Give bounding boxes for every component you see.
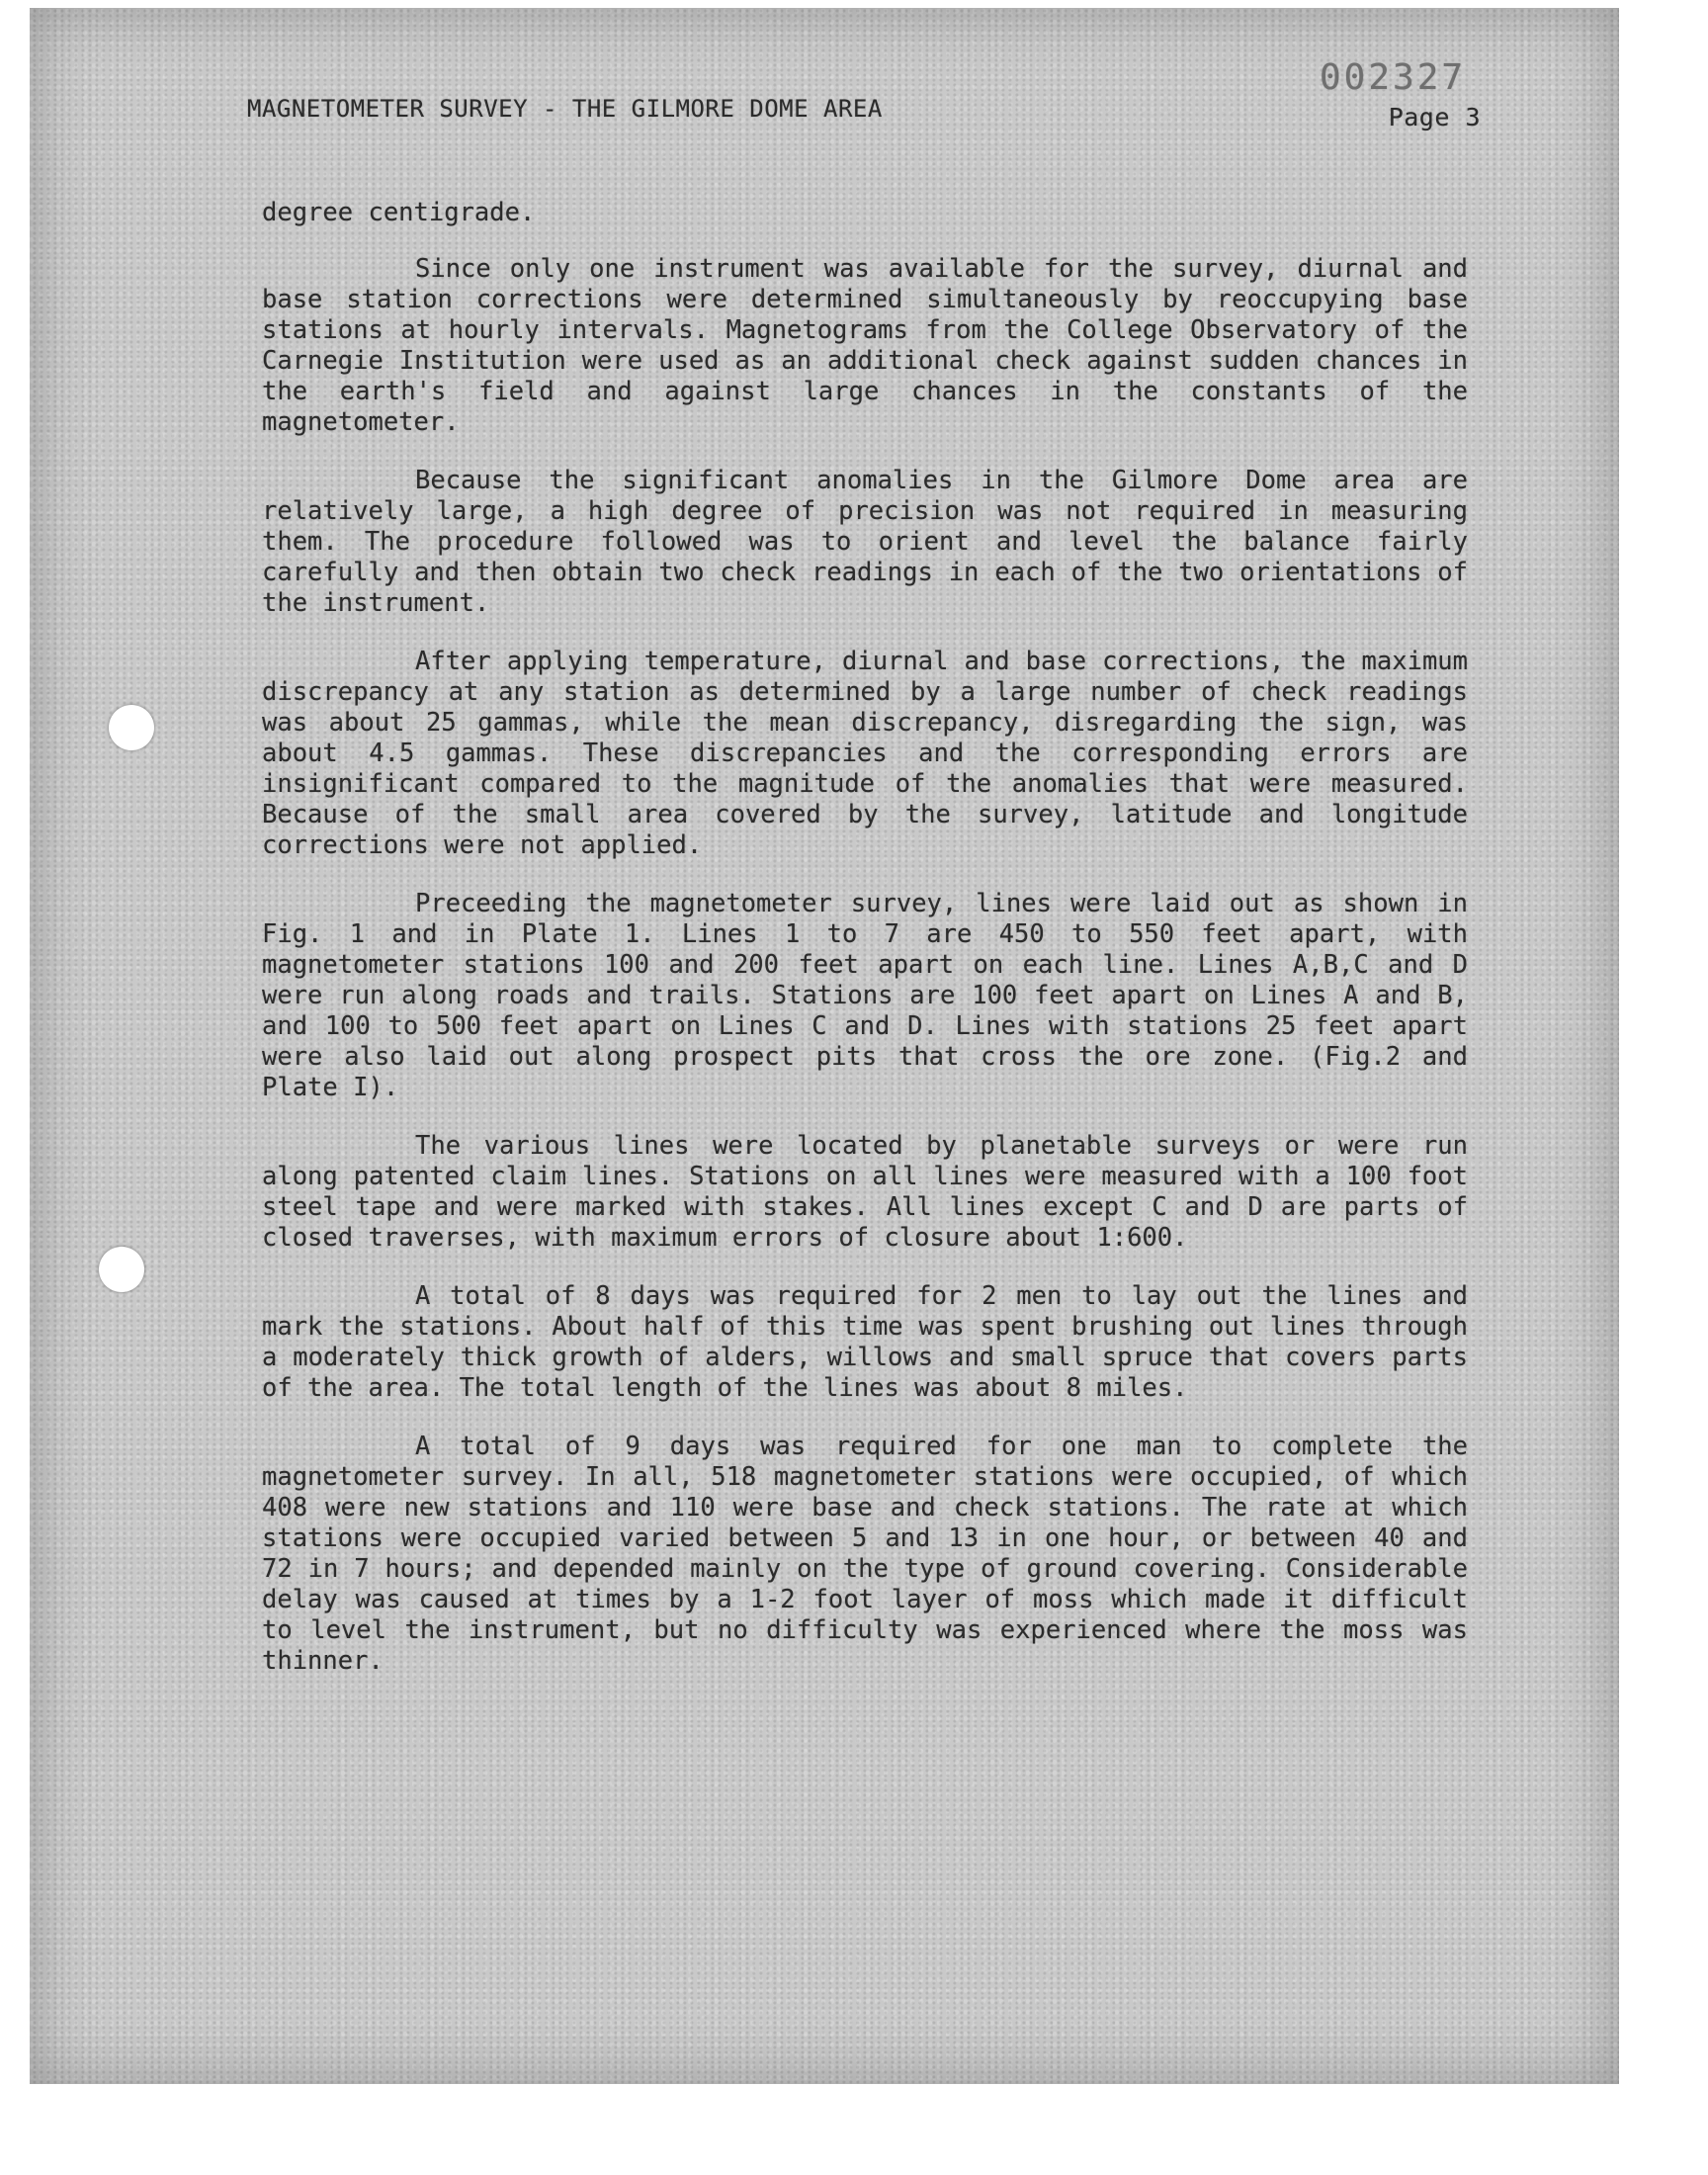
paragraph-lines-layout: Preceeding the magnetometer survey, lines were laid out as shown in Fig. 1 and in Plate 1. Lines 1 to 7 are 450 to 550 feet apart, with magnetometer stations 100 and 200 feet apart on each line. Lines A,B,C and D were run along roads and trails. Stations are 100 feet apart on Lines A and B, and 100 to 500 feet apart on Lines C and D. Lines with stations 25 feet apart were also laid out along prospect pits that cross the ore zone. (Fig.2 and Plate I). [262,889,1468,1102]
punch-hole-upper [109,705,154,750]
document-number-stamp: 002327 [1320,57,1467,98]
paragraph-precision: Because the significant anomalies in the Gilmore Dome area are relatively large, a high degree of precision was not required in measuring them. The procedure followed was to orient and level the balance fairly carefully and then obtain two check readings in each of the two orientations of the instrument. [262,466,1468,618]
paragraph-surveys: The various lines were located by planetable surveys or were run along patented claim lines. Stations on all lines were measured with a 100 foot steel tape and were marked with stakes. All lines except C and D are parts of closed traverses, with maximum errors of closure about 1:600. [262,1131,1468,1253]
paragraph-discrepancy: After applying temperature, diurnal and base corrections, the maximum discrepancy at any station as determined by a large number of check readings was about 25 gammas, while the mean discrepancy, disregarding the sign, was about 4.5 gammas. These discrepancies and the corresponding errors are insignificant compared to the magnitude of the anomalies that were measured. Because of the small area covered by the survey, latitude and longitude corrections were not applied. [262,647,1468,860]
paragraph-survey-time: A total of 9 days was required for one man to complete the magnetometer survey. In all, 518 magnetometer stations were occupied, of which 408 were new stations and 110 were base and check stations. The rate at which stations were occupied varied between 5 and 13 in one hour, or between 40 and 72 in 7 hours; and depended mainly on the type of ground covering. Considerable delay was caused at times by a 1-2 foot layer of moss which made it difficult to level the instrument, but no difficulty was experienced where the moss was thinner. [262,1432,1468,1676]
paragraph-continuation: degree centigrade. [262,198,536,227]
punch-hole-lower [99,1247,144,1292]
document-body [262,198,1468,1704]
page-number: Page 3 [1388,103,1481,131]
paragraph-lay-out-time: A total of 8 days was required for 2 men to lay out the lines and mark the stations. About half of this time was spent brushing out lines through a moderately thick growth of alders, willows and small spruce that covers parts of the area. The total length of the lines was about 8 miles. [262,1281,1468,1403]
header-title: MAGNETOMETER SURVEY - THE GILMORE DOME AREA [247,95,883,123]
paragraph-corrections: Since only one instrument was available for the survey, diurnal and base station corrections were determined simultaneously by reoccupying base stations at hourly intervals. Magnetograms from the College Observatory of the Carnegie Institution were used as an additional check against sudden chances in the earth's field and against large chances in the constants of the magnetometer. [262,254,1468,437]
